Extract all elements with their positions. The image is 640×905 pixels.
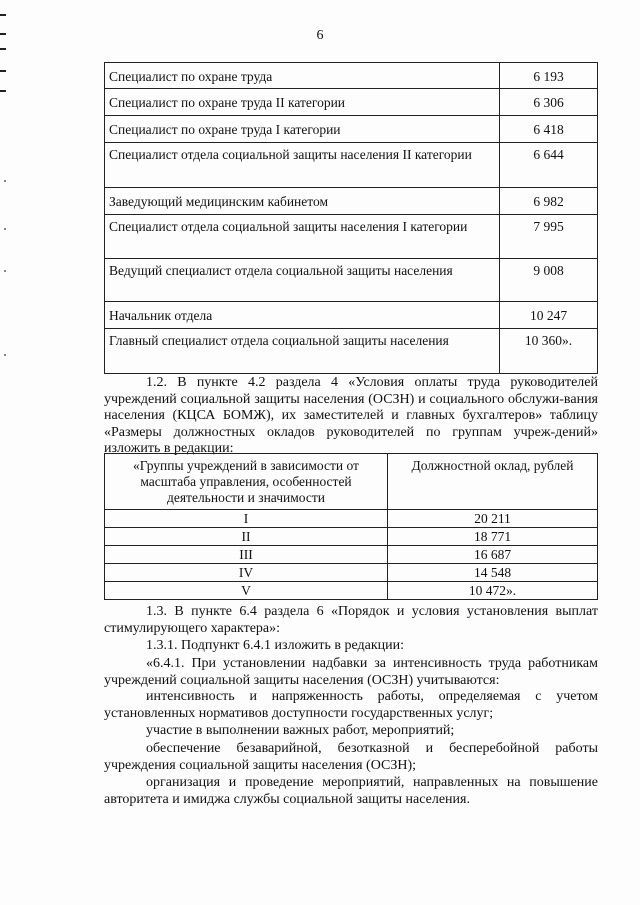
salary-cell: 10 472». [388, 582, 598, 600]
margin-dot [4, 270, 6, 272]
position-cell: Специалист отдела социальной защиты населения I категории [105, 215, 500, 259]
table-row [105, 546, 598, 564]
group-cell: II [105, 528, 388, 546]
group-cell: III [105, 546, 388, 564]
position-cell: Специалист отдела социальной защиты населения II категории [105, 143, 500, 188]
paragraph-6-4-1: «6.4.1. При установлении надбавки за интенсивность труда работникам учреждений социальной защиты населения (ОСЗН) учитываются: [104, 656, 598, 688]
table-row [105, 510, 598, 528]
margin-mark [0, 90, 6, 92]
list-item-intensity: интенсивность и напряженность работы, определяемая с учетом установленных нормативов доступности государственных услуг; [104, 689, 598, 721]
paragraph-1-3-1: 1.3.1. Подпункт 6.4.1 изложить в редакции: [146, 638, 405, 653]
margin-dot [4, 354, 6, 356]
table-row [105, 116, 598, 143]
salary-cell: 16 687 [388, 546, 598, 564]
salary-table [104, 62, 598, 374]
list-item-events: организация и проведение мероприятий, направленных на повышение авторитета и имиджа службы социальной защиты населения. [104, 775, 598, 807]
paragraph-1-2: 1.2. В пункте 4.2 раздела 4 «Условия оплаты труда руководителей учреждений социальной защиты населения (ОСЗН) и социального обслужи-вания населения (КЦСА БОМЖ), их заместителей и главных бухгалтеров» таблицу «Размеры должностных окладов руководителей по группам учреж-дений» изложить в редакции: [104, 375, 598, 456]
group-cell: V [105, 582, 388, 600]
position-cell: Ведущий специалист отдела социальной защиты населения [105, 259, 500, 302]
position-cell: Начальник отдела [105, 302, 500, 329]
table-row [105, 259, 598, 302]
table-row [105, 188, 598, 215]
salary-cell: 6 982 [500, 188, 598, 215]
position-cell: Главный специалист отдела социальной защиты населения [105, 329, 500, 374]
group-salary-table [104, 453, 598, 600]
table-header-row [105, 454, 598, 510]
position-cell: Специалист по охране труда [105, 63, 500, 89]
group-cell: I [105, 510, 388, 528]
page-number: 6 [316, 28, 324, 43]
table-row [105, 564, 598, 582]
salary-cell: 10 247 [500, 302, 598, 329]
salary-cell: 7 995 [500, 215, 598, 259]
position-cell: Заведующий медицинским кабинетом [105, 188, 500, 215]
list-item-reliability: обеспечение безаварийной, безотказной и бесперебойной работы учреждения социальной защиты населения (ОСЗН); [104, 741, 598, 773]
salary-header-cell: Должностной оклад, рублей [388, 454, 598, 510]
salary-cell: 6 193 [500, 63, 598, 89]
group-header-cell: «Группы учреждений в зависимости от масштаба управления, особенностей деятельности и значимости [105, 454, 388, 510]
salary-cell: 20 211 [388, 510, 598, 528]
salary-cell: 6 644 [500, 143, 598, 188]
salary-cell: 10 360». [500, 329, 598, 374]
table-row [105, 528, 598, 546]
margin-dot [4, 180, 6, 182]
margin-mark [0, 70, 6, 72]
table-row [105, 89, 598, 116]
group-cell: IV [105, 564, 388, 582]
table-row [105, 302, 598, 329]
salary-cell: 14 548 [388, 564, 598, 582]
position-cell: Специалист по охране труда II категории [105, 89, 500, 116]
salary-cell: 6 306 [500, 89, 598, 116]
table-row [105, 329, 598, 374]
margin-mark [0, 48, 6, 50]
table-row [105, 63, 598, 89]
position-cell: Специалист по охране труда I категории [105, 116, 500, 143]
list-item-participation: участие в выполнении важных работ, мероприятий; [146, 723, 455, 738]
table-row [105, 215, 598, 259]
margin-mark [0, 14, 6, 16]
salary-cell: 18 771 [388, 528, 598, 546]
paragraph-1-3: 1.3. В пункте 6.4 раздела 6 «Порядок и условия установления выплат стимулирующего характера»: [104, 604, 598, 636]
salary-cell: 6 418 [500, 116, 598, 143]
table-row [105, 582, 598, 600]
margin-dot [4, 228, 6, 230]
table-row [105, 143, 598, 188]
salary-cell: 9 008 [500, 259, 598, 302]
